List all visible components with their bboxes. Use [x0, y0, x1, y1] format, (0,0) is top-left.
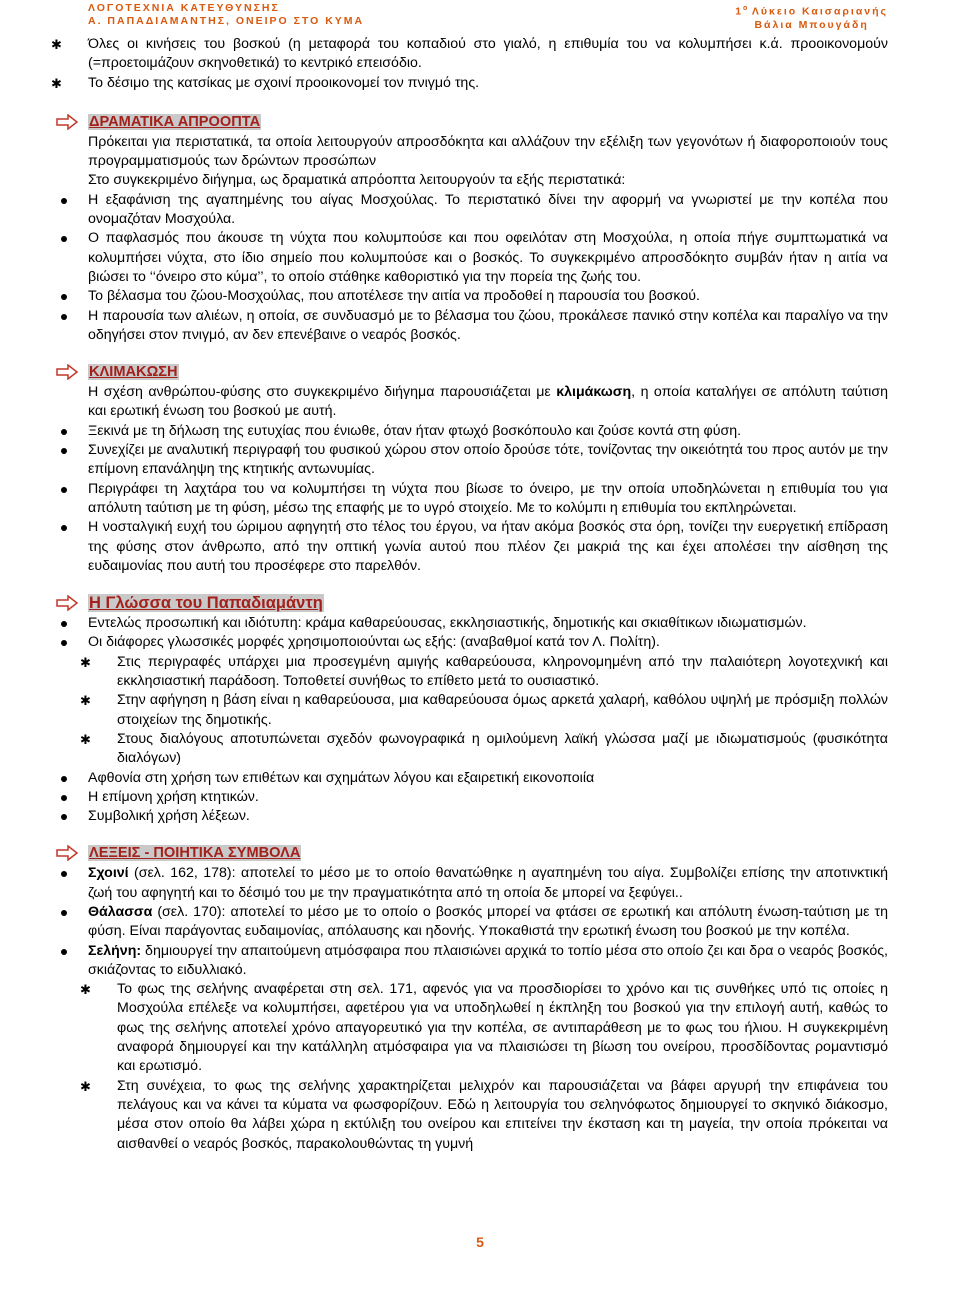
asterisk-star-icon: ✱ [51, 37, 62, 52]
section-heading [58, 113, 888, 133]
list-item: Ο παφλασμός που άκουσε τη νύχτα που κολυμπούσε και που οφειλόταν στη Μοσχούλα, η οποία πήγε συμπτωματικά να κολυμπήσει νύχτα, στο ίδιο σημείο που κολυμπούσε και ο βοσκός. Το συγκεκριμένο απροσδόκητο συμβάν ήταν η αιτία να βιώσει το ‘‘όνειρο στο κύμα’’, το οποίο στάθηκε καθοριστικό για την πορεία της ζωής του. [88, 230, 888, 285]
paragraph: Πρόκειται για περιστατικά, τα οποία λειτουργούν απροσδόκητα και αλλάζουν την εξέλιξη των γεγονότων ή διαφοροποιούν τους προγραμματισμούς των δρώντων προσώπων [88, 133, 888, 170]
asterisk-star-icon: ✱ [80, 1078, 91, 1094]
section-title: ΔΡΑΜΑΤΙΚΑ ΑΠΡΟΟΠΤΑ [89, 113, 261, 130]
section-heading [58, 844, 888, 864]
list-item: Αφθονία στη χρήση των επιθέτων και σχημάτων λόγου και εξαιρετική εικονοποιία [88, 769, 595, 786]
sub-list-item: ✱ Στη συνέχεια, το φως της σελήνης χαρακτηρίζεται μελιχρόν και παρουσιάζεται να βάφει αργυρή την επιφάνεια του πελάγους και να κάνει τα κύματα να φωσφορίζουν. Εδώ η λειτουργία του σεληνόφωτος δημιουργεί το σκηνικό διάκοσμο, μέσα στον οποίο θα λάβει χώρα η εκτύλιξη του ονείρου και επιτείνει την έκσταση και τη μαγεία, την οποία πρόκειται να αισθανθεί ο νεαρός βοσκός, παρακολουθώντας τη γυμνή [80, 1077, 888, 1152]
sub-list-item: ✱ Στις περιγραφές υπάρχει μια προσεγμένη αμιγής καθαρεύουσα, κληρονομημένη από την παλαιότερη λογοτεχνική και εκκλησιαστική παράδοση. Τοποθετεί συνήθως το επίθετο μετά το ουσιαστικό. [80, 653, 888, 690]
list-item: Συνεχίζει με αναλυτική περιγραφή του φυσικού χώρου στον οποίο δρούσε τότε, τονίζοντας την οικειότητά του προς αυτόν με την επίμονη επανάληψη της κτητικής αντωνυμίας. [88, 442, 888, 478]
section-title: ΛΕΞΕΙΣ - ΠΟΙΗΤΙΚΑ ΣΥΜΒΟΛΑ [89, 845, 301, 862]
header-left [88, 2, 364, 28]
sub-list-item: ✱ Στην αφήγηση η βάση είναι η καθαρεύουσα, μια καθαρεύουσα όμως αρκετά χαλαρή, καθόλου υψηλή με πρόσμιξη πολλών στοιχείων της δημοτικής. [80, 692, 888, 728]
asterisk-star-icon: ✱ [80, 982, 91, 998]
outlined-arrow-right-icon [55, 114, 79, 130]
section-symbols [58, 844, 888, 1153]
sub-list-item: ✱ Στους διαλόγους αποτυπώνεται σχεδόν φωνογραφικά η ομιλούμενη λαϊκή γλώσσα μαζί με ιδιωματισμούς (φυσικότητα διαλόγων) [80, 730, 888, 767]
list-item: Η επίμονη χρήση κτητικών. [88, 788, 259, 805]
paragraph: Η σχέση ανθρώπου-φύσης στο συγκεκριμένο διήγημα παρουσιάζεται με κλιμάκωση, η οποία καταλήγει σε απόλυτη ταύτιση και ερωτική ένωση του βοσκού με αυτή. [88, 384, 888, 420]
list-item: Η εξαφάνιση της αγαπημένης του αίγας Μοσχούλας. Το περιστατικό δίνει την αφορμή να γνωριστεί με την κοπέλα που ονομαζόταν Μοσχούλα. [88, 191, 888, 228]
asterisk-star-icon: ✱ [80, 731, 91, 747]
asterisk-star-icon: ✱ [51, 75, 62, 91]
section-title: ΚΛΙΜΑΚΩΣΗ [89, 364, 178, 381]
page-number: 5 [476, 1234, 484, 1250]
list-item: Σελήνη: δημιουργεί την απαιτούμενη ατμόσφαιρα που πλαισιώνει αρχικά το τοπίο μέσα στο οποίο ζει και δρα ο νεαρός βοσκός, σκιάζοντας το ειδυλλιακό. [88, 942, 888, 978]
section-heading [58, 594, 888, 614]
page-header [88, 2, 888, 30]
list-item: Η παρουσία των αλιέων, η οποία, σε συνδυασμό με το βέλασμα του ζώου, προκάλεσε πανικό στην κοπέλα και παραλίγο να την οδηγήσει στον πνιγμό, αν δεν επενέβαινε ο νεαρός βοσκός. [88, 307, 888, 343]
page-content [51, 35, 888, 1154]
section-dramatic [58, 113, 888, 345]
outlined-arrow-right-icon [55, 845, 79, 861]
list-item: Σχοινί (σελ. 162, 178): αποτελεί το μέσο με το οποίο θανατώθηκε η αγαπημένη του αίγα. Συμβολίζει επίσης την αποτινκτική ζωή του αφηγητή και το δέσιμό του με την πραγματικότητα από τη οποία δε μπορεί να ξεφύγει.. [88, 865, 888, 901]
section-language [58, 594, 888, 826]
section-heading [58, 363, 888, 383]
list-item: Εντελώς προσωπική και ιδιότυπη: κράμα καθαρεύουσας, εκκλησιαστικής, δημοτικής και σκιαθίτικων ιδιωματισμών. [88, 615, 807, 632]
outlined-arrow-right-icon [55, 595, 79, 611]
header-author: Βάλια Μπουγάδη [754, 18, 869, 31]
sub-list-item: ✱ Το φως της σελήνης αναφέρεται στη σελ. 171, αφενός για να προσδιορίσει το χρόνο και τις συνθήκες υπό τις οποίες η Μοσχούλα επέλεξε να κολυμπήσει, αφετέρου για να υποδηλωθεί η έκπληξη του βοσκού για την επιλογή αυτή, καθώς το φως της σελήνης αποτελεί χρόνο απαγορευτικό για την κοπέλα, σε αντιπαράθεση με το φως του ήλιου. Η συγκεκριμένη αναφορά δημιουργεί και την κατάλληλη ατμόσφαιρα για να πλαισιώσει τη βίωση του ονείρου, προσδίδοντας ρομαντισμό και ερωτισμό. [80, 981, 888, 1075]
list-item: Συμβολική χρήση λέξεων. [88, 808, 250, 825]
header-right [735, 2, 888, 32]
list-item: Η νοσταλγική ευχή του ώριμου αφηγητή στο τέλος του έργου, να ήταν ακόμα βοσκός στα όρη, τονίζει την ευεργετική επίδραση της φύσης στον άνθρωπο, από την οπτική γωνία αυτού που πλέον ζει μακριά της και έχει απολέσει την αίσθηση της ευδαιμονίας που αυτή του προσέφερε στο παρελθόν. [88, 519, 888, 574]
list-item: Ξεκινά με τη δήλωση της ευτυχίας που ένιωθε, όταν ήταν φτωχό βοσκόπουλο και ζούσε κοντά στη φύση. [88, 422, 742, 439]
intro-list [51, 35, 888, 93]
list-item: Περιγράφει τη λαχτάρα του να κολυμπήσει τη νύχτα που βίωσε το όνειρο, με την οποία υποδηλώνεται η επιθυμία του για απόλυτη ταύτιση με τη φύση, μέσω της επαφής με το υγρό στοιχείο. Με το κολύμπι η επιθυμία του εκπληρώνεται. [88, 480, 888, 516]
outlined-arrow-right-icon [55, 364, 79, 380]
list-item: Το βέλασμα του ζώου-Μοσχούλας, που αποτέλεσε την αιτία να προδοθεί η παρουσία του βοσκού. [88, 288, 700, 305]
list-item: ✱ Το δέσιμο της κατσίκας με σχοινί προοικονομεί τον πνιγμό της. [58, 74, 888, 93]
list-item: Οι διάφορες γλωσσικές μορφές χρησιμοποιούνται ως εξής: (αναβαθμοί κατά τον Λ. Πολίτη). [88, 634, 660, 651]
asterisk-star-icon: ✱ [80, 693, 91, 709]
section-climax [58, 363, 888, 576]
header-school: $1^o$ Λύκειο Καισαριανής [735, 5, 888, 18]
header-work-title: Α. ΠΑΠΑΔΙΑΜΑΝΤΗΣ, ΟΝΕΙΡΟ ΣΤΟ ΚΥΜΑ [88, 15, 365, 27]
paragraph: Στο συγκεκριμένο διήγημα, ως δραματικά απρόοπτα λειτουργούν τα εξής περιστατικά: [88, 172, 626, 189]
list-item: Θάλασσα (σελ. 170): αποτελεί το μέσο με το οποίο ο βοσκός μπορεί να φτάσει σε ερωτική και απόλυτη ένωση-ταύτιση με τη φύση. Είναι παράγοντας ευδαιμονίας, απόλαυσης και ηδονής. Υποκαθιστά την ερωτική ένωση του βοσκού με την κοπέλα. [88, 903, 888, 940]
section-title: Η Γλώσσα του Παπαδιαμάντη [89, 594, 323, 613]
asterisk-star-icon: ✱ [80, 654, 91, 670]
list-item: ✱ Όλες οι κινήσεις του βοσκού (η μεταφορά του κοπαδιού στο γιαλό, η επιθυμία του να κολυμπήσει κ.ά. προοικονομούν (=προετοιμάζουν σκηνοθετικά) το κεντρικό επεισόδιο. [51, 36, 888, 72]
header-subject: ΛΟΓΟΤΕΧΝΙΑ ΚΑΤΕΥΘΥΝΣΗΣ [88, 2, 280, 14]
